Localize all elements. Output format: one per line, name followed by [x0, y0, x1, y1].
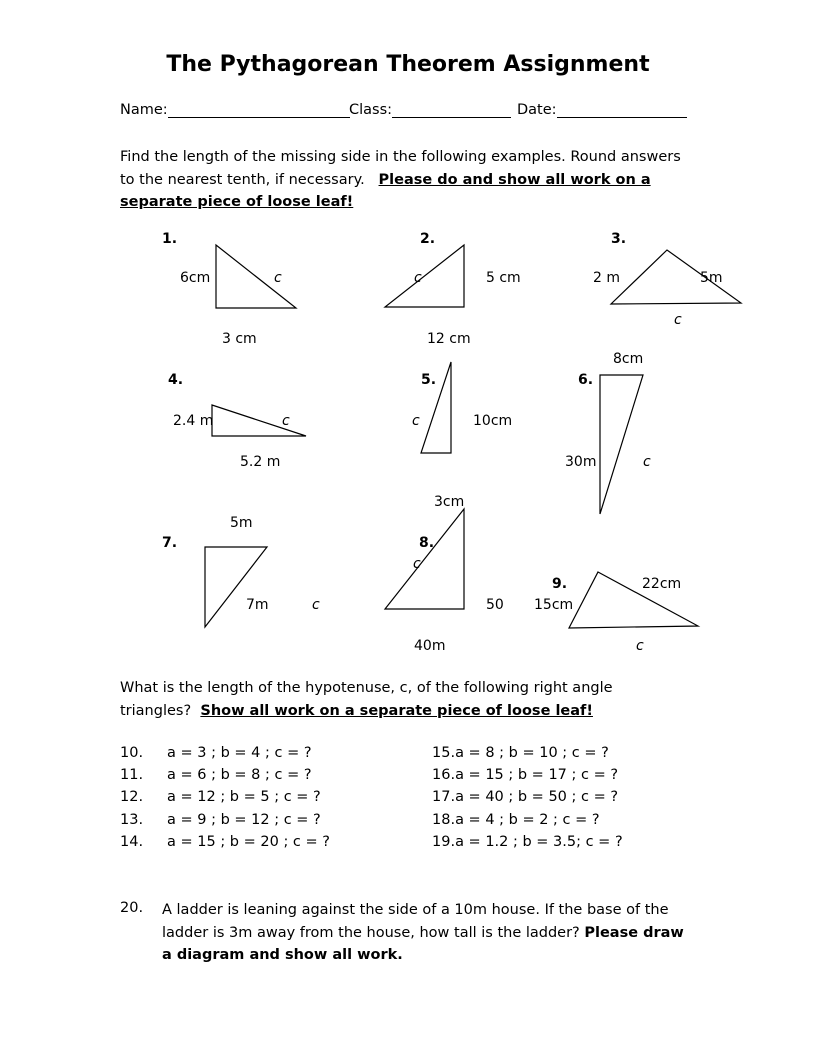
question-14: [120, 834, 143, 850]
question-number: 19.: [432, 834, 456, 850]
problem-7-side-a: 5m: [230, 515, 253, 531]
question-20-line-3: a diagram and show all work.: [162, 947, 403, 963]
question-number: 18.: [432, 812, 456, 828]
question-17-equation: a = 40 ; b = 50 ; c = ?: [455, 789, 619, 805]
problem-8-side-d: 40m: [414, 638, 446, 654]
problem-6-side-a: 8cm: [613, 351, 644, 367]
question-20-number: 20.: [120, 900, 144, 916]
instructions-text: to the nearest tenth, if necessary.: [120, 171, 365, 188]
class-label: Class:: [349, 102, 393, 118]
question-13-equation: a = 9 ; b = 12 ; c = ?: [167, 812, 321, 828]
problem-9-number: 9.: [552, 576, 568, 592]
problem-9-hypotenuse: c: [636, 638, 644, 654]
question-19: [432, 834, 623, 850]
problem-8-hypotenuse: c: [413, 556, 421, 572]
problem-8-side-b: 50: [486, 597, 504, 613]
question-20-text: [162, 899, 684, 967]
question-16-equation: a = 15 ; b = 17 ; c = ?: [455, 767, 619, 783]
problem-2-hypotenuse: c: [414, 270, 422, 286]
section-2-instructions: [120, 677, 613, 722]
problem-3-hypotenuse: c: [674, 312, 682, 328]
problem-1-side-a: 6cm: [180, 270, 211, 286]
page-title: The Pythagorean Theorem Assignment: [166, 52, 650, 77]
problem-3-number: 3.: [611, 231, 627, 247]
problem-8-side-a: 3cm: [434, 494, 465, 510]
question-number: 11.: [120, 767, 144, 783]
problem-5-number: 5.: [421, 372, 437, 388]
question-20-line-1: A ladder is leaning against the side of a 10m house. If the base of the: [162, 902, 669, 918]
problem-7-side-b: 7m: [246, 597, 269, 613]
problem-7-hypotenuse: c: [312, 597, 320, 613]
problem-6-side-b: 30m: [565, 454, 597, 470]
question-20-emphasis-1: Please draw: [584, 924, 684, 941]
problem-6-number: 6.: [578, 372, 594, 388]
triangle-8: [385, 509, 464, 609]
problem-4-side-b: 5.2 m: [240, 454, 281, 470]
triangle-1: [216, 245, 296, 308]
question-16: [432, 767, 618, 783]
problem-3-side-a: 2 m: [593, 270, 620, 286]
triangle-7: [205, 547, 267, 627]
question-17: [432, 789, 618, 805]
date-label: Date:: [517, 102, 557, 118]
problem-1-side-b: 3 cm: [222, 331, 257, 347]
problem-6-hypotenuse: c: [643, 454, 651, 470]
section-2-text: triangles?: [120, 702, 192, 719]
question-14-equation: a = 15 ; b = 20 ; c = ?: [167, 834, 330, 850]
question-18: [432, 812, 600, 828]
problem-8-number: 8.: [419, 535, 435, 551]
problem-9-side-b: 15cm: [534, 597, 574, 613]
triangle-4: [212, 405, 306, 436]
question-number: 16.: [432, 767, 456, 783]
question-15: [432, 745, 609, 761]
section-2-emphasis: Show all work on a separate piece of loose leaf!: [200, 702, 593, 719]
question-12-equation: a = 12 ; b = 5 ; c = ?: [167, 789, 321, 805]
problem-1-number: 1.: [162, 231, 178, 247]
question-19-equation: a = 1.2 ; b = 3.5; c = ?: [455, 834, 623, 850]
question-12: [120, 789, 143, 805]
question-18-equation: a = 4 ; b = 2 ; c = ?: [455, 812, 600, 828]
question-number: 12.: [120, 789, 144, 805]
instructions-emphasis-2: separate piece of loose leaf!: [120, 194, 354, 210]
question-20-line-2: [162, 922, 684, 945]
problem-5-hypotenuse: c: [412, 413, 420, 429]
problem-9-side-a: 22cm: [642, 576, 682, 592]
question-number: 17.: [432, 789, 456, 805]
problem-5-side-a: 10cm: [473, 413, 513, 429]
question-11-equation: a = 6 ; b = 8 ; c = ?: [167, 767, 312, 783]
section-2-line-1: What is the length of the hypotenuse, c, of the following right angle: [120, 680, 613, 696]
question-10: [120, 745, 143, 761]
name-label: Name:: [120, 102, 168, 118]
question-20-line-2-text: ladder is 3m away from the house, how tall is the ladder?: [162, 924, 580, 941]
question-11: [120, 767, 143, 783]
problem-7-number: 7.: [162, 535, 178, 551]
problem-1-hypotenuse: c: [274, 270, 282, 286]
question-10-equation: a = 3 ; b = 4 ; c = ?: [167, 745, 312, 761]
triangle-2: [385, 245, 464, 307]
problem-4-number: 4.: [168, 372, 184, 388]
problem-2-side-a: 5 cm: [486, 270, 521, 286]
question-number: 14.: [120, 834, 144, 850]
question-number: 15.: [432, 745, 456, 761]
problem-3-side-b: 5m: [700, 270, 723, 286]
problem-2-side-b: 12 cm: [427, 331, 471, 347]
section-2-line-2: [120, 700, 613, 723]
triangle-6: [600, 375, 643, 514]
instructions-emphasis-1: Please do and show all work on a: [378, 171, 651, 188]
question-15-equation: a = 8 ; b = 10 ; c = ?: [455, 745, 609, 761]
problem-4-hypotenuse: c: [282, 413, 290, 429]
problem-4-side-a: 2.4 m: [173, 413, 214, 429]
problem-2-number: 2.: [420, 231, 436, 247]
question-number: 13.: [120, 812, 144, 828]
question-13: [120, 812, 143, 828]
question-number: 10.: [120, 745, 144, 761]
instructions-line-1: Find the length of the missing side in the following examples. Round answers: [120, 149, 681, 165]
